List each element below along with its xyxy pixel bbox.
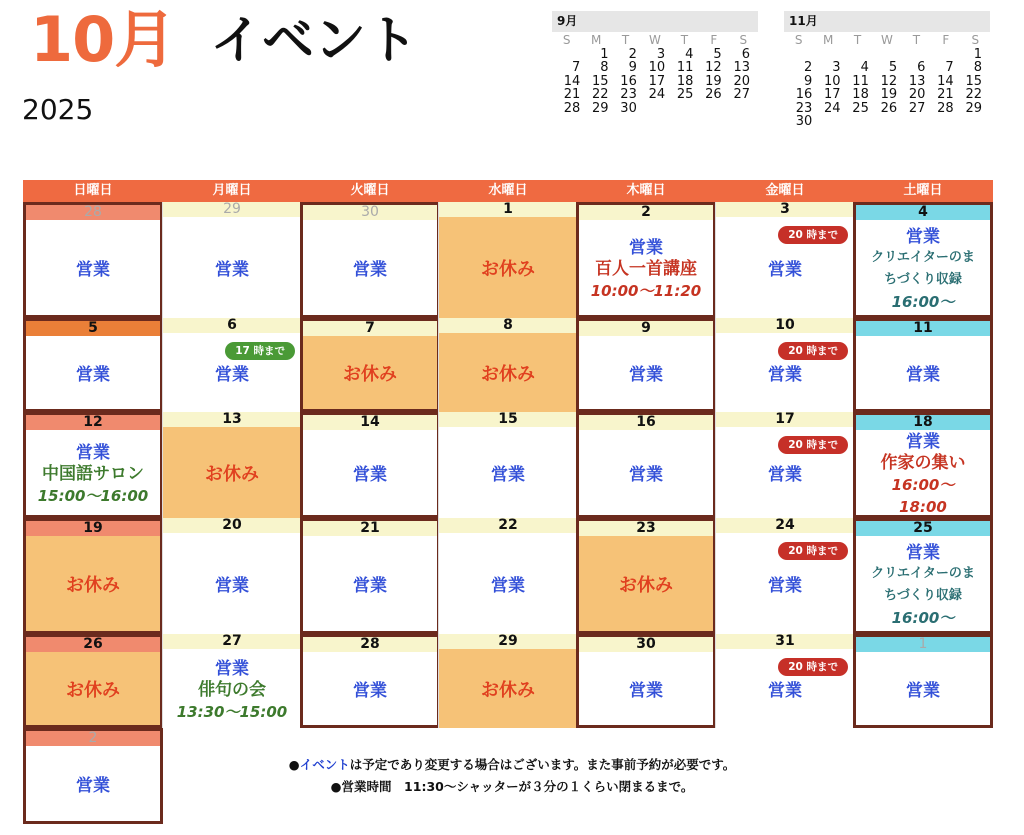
mini-calendar-day: 19 xyxy=(705,73,722,89)
day-content xyxy=(579,336,713,409)
mini-calendar-november xyxy=(784,11,990,129)
mini-calendar-day xyxy=(841,115,869,129)
mini-calendar-day: 12 xyxy=(705,60,722,75)
open-label: 営業 xyxy=(215,576,249,596)
day-cell[interactable] xyxy=(853,518,993,634)
day-number: 24 xyxy=(716,518,854,533)
mini-calendar-day: 26 xyxy=(705,87,722,102)
day-cell[interactable] xyxy=(300,318,440,412)
day-cell[interactable] xyxy=(715,634,855,728)
weekday-letter: S xyxy=(794,33,803,47)
mini-calendar-day: 16 xyxy=(795,87,813,102)
day-cell[interactable] xyxy=(576,202,716,318)
day-cell[interactable] xyxy=(438,202,578,318)
day-content xyxy=(579,430,713,515)
day-cell[interactable] xyxy=(853,634,993,728)
day-content xyxy=(439,427,577,518)
mini-calendar-day: 16 xyxy=(620,73,637,89)
day-number: 9 xyxy=(579,321,713,336)
weekday-header: 金曜日 xyxy=(715,180,855,202)
mini-calendar-day xyxy=(693,102,721,116)
day-number: 11 xyxy=(856,321,990,336)
day-content xyxy=(26,652,160,725)
day-number: 31 xyxy=(716,634,854,649)
day-content xyxy=(856,336,990,409)
day-number: 7 xyxy=(303,321,437,336)
event-text: 中国語サロン xyxy=(42,464,144,484)
note-events xyxy=(0,755,1024,773)
hours-badge: 20 時まで xyxy=(778,542,848,560)
mini-calendar-day xyxy=(869,115,897,129)
event-text: 16:00〜 xyxy=(891,476,955,494)
mini-calendar-day: 25 xyxy=(676,87,694,102)
mini-calendar-day: 4 xyxy=(860,60,869,75)
day-content xyxy=(26,220,160,315)
day-number: 2 xyxy=(579,205,713,220)
event-text: 18:00 xyxy=(899,498,947,516)
mini-calendar-day: 27 xyxy=(733,87,750,102)
day-number: 27 xyxy=(163,634,301,649)
mini-calendar-day: 3 xyxy=(832,60,841,75)
closed-label: お休み xyxy=(481,679,535,701)
mini-calendar-day: 15 xyxy=(965,73,982,89)
day-number: 6 xyxy=(163,318,301,333)
day-cell[interactable] xyxy=(715,518,855,634)
day-number: 28 xyxy=(26,205,160,220)
weekday-letter: W xyxy=(881,33,893,47)
mini-calendar-day xyxy=(954,115,982,129)
open-label: 営業 xyxy=(76,776,110,796)
day-cell[interactable] xyxy=(300,518,440,634)
mini-calendar-week xyxy=(552,61,758,75)
open-label: 営業 xyxy=(906,365,940,385)
day-cell[interactable] xyxy=(715,412,855,518)
hours-badge: 20 時まで xyxy=(778,226,848,244)
open-label: 営業 xyxy=(491,465,525,485)
day-content xyxy=(163,533,301,634)
mini-calendar-day: 9 xyxy=(804,73,813,89)
mini-calendar-week xyxy=(552,102,758,116)
mini-calendar-day: 24 xyxy=(648,87,666,102)
mini-calendar-day: 17 xyxy=(824,87,841,102)
day-number: 3 xyxy=(716,202,854,217)
open-label: 営業 xyxy=(215,659,249,679)
mini-calendar-day: 1 xyxy=(600,46,609,62)
open-label: 営業 xyxy=(76,260,110,280)
mini-calendar-day: 2 xyxy=(628,46,637,62)
event-text: 作家の集い xyxy=(880,453,966,473)
day-cell[interactable] xyxy=(853,412,993,518)
day-cell[interactable] xyxy=(300,412,440,518)
mini-calendar-weekdays xyxy=(784,32,990,48)
day-cell[interactable] xyxy=(853,318,993,412)
mini-calendar-day: 23 xyxy=(620,87,637,102)
day-content xyxy=(303,336,437,409)
mini-calendar-day: 29 xyxy=(965,100,982,116)
day-number: 17 xyxy=(716,412,854,427)
mini-calendar-day xyxy=(784,48,812,62)
open-label: 営業 xyxy=(629,465,663,485)
weekday-letter: S xyxy=(971,33,980,47)
open-label: 営業 xyxy=(906,227,940,247)
day-number: 20 xyxy=(163,518,301,533)
closed-label: お休み xyxy=(343,363,397,385)
day-number: 12 xyxy=(26,415,160,430)
hours-badge: 20 時まで xyxy=(778,658,848,676)
day-cell[interactable] xyxy=(438,634,578,728)
event-text: クリエイターのま xyxy=(871,250,975,265)
mini-calendar-day xyxy=(897,48,925,62)
mini-calendar-day: 7 xyxy=(945,60,954,75)
mini-calendar-day: 14 xyxy=(937,73,954,89)
weekday-letter: T xyxy=(621,33,630,47)
mini-calendar-day: 21 xyxy=(937,87,954,102)
mini-calendar-week xyxy=(784,102,990,116)
weekday-letter: M xyxy=(822,33,834,47)
mini-calendar-day: 10 xyxy=(648,60,666,75)
mini-calendar-week xyxy=(552,88,758,102)
month-calendar xyxy=(23,178,993,824)
day-content xyxy=(26,336,160,409)
mini-calendar-day xyxy=(722,102,750,116)
closed-label: お休み xyxy=(66,574,120,596)
open-label: 営業 xyxy=(768,365,802,385)
open-label: 営業 xyxy=(215,260,249,280)
mini-calendar-week xyxy=(552,48,758,62)
day-number: 4 xyxy=(856,205,990,220)
mini-calendar-day: 13 xyxy=(733,60,750,75)
closed-label: お休み xyxy=(205,463,259,485)
open-label: 営業 xyxy=(353,681,387,701)
weekday-header: 土曜日 xyxy=(853,180,993,202)
day-number: 1 xyxy=(439,202,577,217)
day-cell[interactable] xyxy=(438,318,578,412)
day-number: 10 xyxy=(716,318,854,333)
weekday-letter: S xyxy=(739,33,748,47)
open-label: 営業 xyxy=(629,365,663,385)
open-label: 営業 xyxy=(629,238,663,258)
mini-calendar-day: 12 xyxy=(880,73,898,89)
mini-calendar-september xyxy=(552,11,758,115)
day-content xyxy=(303,536,437,631)
mini-calendar-day: 2 xyxy=(804,60,813,75)
open-label: 営業 xyxy=(215,365,249,385)
day-content xyxy=(856,536,990,631)
mini-calendar-day xyxy=(841,48,869,62)
mini-calendar-day: 5 xyxy=(713,46,722,62)
day-cell[interactable] xyxy=(23,202,163,318)
day-cell[interactable] xyxy=(300,634,440,728)
mini-calendar-day: 26 xyxy=(880,100,898,116)
day-cell[interactable] xyxy=(162,202,302,318)
event-text: 15:00〜16:00 xyxy=(37,487,149,505)
open-label: 営業 xyxy=(629,681,663,701)
mini-calendar-day: 7 xyxy=(572,60,581,75)
day-content xyxy=(579,652,713,725)
day-number: 1 xyxy=(856,637,990,652)
mini-calendar-day: 6 xyxy=(741,46,750,62)
open-label: 営業 xyxy=(906,543,940,563)
open-label: 営業 xyxy=(491,576,525,596)
day-number: 19 xyxy=(26,521,160,536)
day-number: 25 xyxy=(856,521,990,536)
day-content xyxy=(439,649,577,728)
weekday-letter: T xyxy=(853,33,862,47)
mini-calendar-weekdays xyxy=(552,32,758,48)
mini-calendar-day xyxy=(637,102,665,116)
day-cell[interactable] xyxy=(715,202,855,318)
weekday-header: 日曜日 xyxy=(23,180,163,202)
hours-badge: 20 時まで xyxy=(778,436,848,454)
open-label: 営業 xyxy=(768,576,802,596)
weekday-letter: F xyxy=(710,33,718,47)
mini-calendar-day: 13 xyxy=(908,73,926,89)
note-hours xyxy=(0,777,1024,795)
mini-calendar-day: 10 xyxy=(824,73,841,89)
mini-calendar-day: 18 xyxy=(852,87,869,102)
day-cell[interactable] xyxy=(23,412,163,518)
mini-calendar-day: 5 xyxy=(888,60,898,75)
mini-calendar-week xyxy=(784,115,990,129)
event-text: 16:00〜 xyxy=(891,609,955,627)
bullet: ● xyxy=(288,757,300,772)
open-label: 営業 xyxy=(906,681,940,701)
day-number: 22 xyxy=(439,518,577,533)
day-content xyxy=(856,652,990,725)
mini-calendar-day xyxy=(812,115,840,129)
mini-calendar-week xyxy=(784,61,990,75)
mini-calendar-day xyxy=(665,102,693,116)
mini-calendar-day: 29 xyxy=(592,100,609,116)
event-text: ちづくり収録 xyxy=(884,272,962,287)
day-content xyxy=(303,220,437,315)
day-cell[interactable] xyxy=(576,634,716,728)
day-number: 13 xyxy=(163,412,301,427)
open-label: 営業 xyxy=(76,443,110,463)
open-label: 営業 xyxy=(768,260,802,280)
mini-calendar-day: 27 xyxy=(908,100,926,116)
day-number: 26 xyxy=(26,637,160,652)
day-number: 29 xyxy=(439,634,577,649)
day-content xyxy=(163,427,301,518)
mini-calendar-day: 17 xyxy=(648,73,666,89)
day-cell[interactable] xyxy=(23,634,163,728)
mini-calendar-day: 21 xyxy=(563,87,581,102)
day-number: 30 xyxy=(579,637,713,652)
mini-calendar-day xyxy=(812,48,840,62)
day-content xyxy=(439,217,577,318)
day-content xyxy=(439,333,577,412)
mini-calendar-week xyxy=(784,75,990,89)
mini-calendar-day: 30 xyxy=(795,114,813,129)
day-number: 23 xyxy=(579,521,713,536)
day-number: 18 xyxy=(856,415,990,430)
day-content xyxy=(303,430,437,515)
weekday-header: 水曜日 xyxy=(438,180,578,202)
closed-label: お休み xyxy=(481,363,535,385)
day-number: 16 xyxy=(579,415,713,430)
open-label: 営業 xyxy=(353,576,387,596)
event-text: 百人一首講座 xyxy=(595,259,697,279)
mini-calendar-title: 11月 xyxy=(784,11,990,32)
mini-calendar-week xyxy=(784,88,990,102)
day-content xyxy=(303,652,437,725)
mini-calendar-day: 8 xyxy=(973,60,982,75)
open-label: 営業 xyxy=(353,465,387,485)
mini-calendar-day: 6 xyxy=(917,60,926,75)
open-label: 営業 xyxy=(353,260,387,280)
mini-calendar-day: 9 xyxy=(628,60,637,75)
mini-calendar-week xyxy=(784,48,990,62)
event-link[interactable]: イベント xyxy=(299,757,350,772)
hours-badge: 17 時まで xyxy=(225,342,295,360)
closed-label: お休み xyxy=(66,679,120,701)
day-number: 15 xyxy=(439,412,577,427)
day-cell[interactable] xyxy=(23,318,163,412)
mini-calendar-day: 18 xyxy=(676,73,694,89)
day-content xyxy=(856,220,990,315)
mini-calendar-day: 23 xyxy=(795,100,813,116)
event-text: ちづくり収録 xyxy=(884,588,962,603)
day-cell[interactable] xyxy=(438,412,578,518)
mini-calendar-day xyxy=(925,115,953,129)
hours-badge: 20 時まで xyxy=(778,342,848,360)
mini-calendar-day: 22 xyxy=(592,87,609,102)
open-label: 営業 xyxy=(76,365,110,385)
mini-calendar-day: 1 xyxy=(973,46,982,62)
mini-calendar-day: 24 xyxy=(824,100,841,116)
day-cell[interactable] xyxy=(23,728,163,824)
closed-label: お休み xyxy=(481,258,535,280)
day-number: 14 xyxy=(303,415,437,430)
mini-calendar-day: 20 xyxy=(733,73,750,89)
day-content xyxy=(856,430,990,515)
day-number: 2 xyxy=(26,731,160,746)
day-content xyxy=(579,536,713,631)
event-text: 16:00〜 xyxy=(891,293,955,311)
open-label: 営業 xyxy=(768,465,802,485)
open-label: 営業 xyxy=(768,681,802,701)
weekday-header: 月曜日 xyxy=(162,180,302,202)
day-cell[interactable] xyxy=(162,318,302,412)
day-content xyxy=(26,536,160,631)
mini-calendar-day: 20 xyxy=(908,87,926,102)
day-content xyxy=(163,217,301,318)
day-cell[interactable] xyxy=(576,518,716,634)
day-number: 5 xyxy=(26,321,160,336)
title-event: イベント xyxy=(210,11,419,71)
weekday-letter: T xyxy=(912,33,921,47)
mini-calendar-day: 25 xyxy=(852,100,869,116)
weekday-header: 木曜日 xyxy=(576,180,716,202)
day-cell[interactable] xyxy=(162,634,302,728)
note-text: は予定であり変更する場合はございます。また事前予約が必要です。 xyxy=(349,757,736,772)
weekday-header: 火曜日 xyxy=(300,180,440,202)
day-cell[interactable] xyxy=(300,202,440,318)
event-text: 俳句の会 xyxy=(198,680,266,700)
weekday-letter: F xyxy=(942,33,950,47)
note-hours-text: ●営業時間 11:30〜シャッターが３分の１くらい閉まるまで。 xyxy=(330,779,694,794)
weekday-letter: S xyxy=(562,33,571,47)
mini-calendar-day: 3 xyxy=(656,46,666,62)
mini-calendar-day: 19 xyxy=(880,87,898,102)
day-content xyxy=(579,220,713,315)
event-text: 10:00〜11:20 xyxy=(590,282,702,300)
day-content xyxy=(439,533,577,634)
day-cell[interactable] xyxy=(162,518,302,634)
day-cell[interactable] xyxy=(576,318,716,412)
weekday-letter: T xyxy=(680,33,689,47)
day-content xyxy=(163,649,301,728)
mini-calendar-day xyxy=(925,48,953,62)
day-number: 30 xyxy=(303,205,437,220)
event-text: クリエイターのま xyxy=(871,566,975,581)
day-number: 8 xyxy=(439,318,577,333)
mini-calendar-day: 22 xyxy=(965,87,982,102)
mini-calendar-day: 28 xyxy=(937,100,954,116)
mini-calendar-day xyxy=(552,48,580,62)
day-cell[interactable] xyxy=(438,518,578,634)
day-number: 29 xyxy=(163,202,301,217)
day-cell[interactable] xyxy=(576,412,716,518)
mini-calendar-day: 8 xyxy=(600,60,609,75)
mini-calendar-day: 30 xyxy=(620,100,637,116)
mini-calendar-day: 4 xyxy=(685,46,694,62)
mini-calendar-day: 15 xyxy=(592,73,609,89)
mini-calendar-day xyxy=(869,48,897,62)
day-content xyxy=(26,430,160,515)
day-cell[interactable] xyxy=(23,518,163,634)
mini-calendar-week xyxy=(552,75,758,89)
day-number: 21 xyxy=(303,521,437,536)
closed-label: お休み xyxy=(619,574,673,596)
weekday-letter: W xyxy=(649,33,661,47)
day-cell[interactable] xyxy=(853,202,993,318)
mini-calendar-day: 11 xyxy=(676,60,694,75)
mini-calendar-day: 28 xyxy=(563,100,581,116)
mini-calendar-day xyxy=(897,115,925,129)
mini-calendar-day: 14 xyxy=(563,73,581,89)
title-year: 2025 xyxy=(22,93,94,126)
event-text: 13:30〜15:00 xyxy=(176,703,288,721)
open-label: 営業 xyxy=(906,432,940,452)
mini-calendar-day: 11 xyxy=(852,73,869,89)
title-month: 10月 xyxy=(30,3,176,76)
day-cell[interactable] xyxy=(162,412,302,518)
mini-calendar-title: 9月 xyxy=(552,11,758,32)
day-cell[interactable] xyxy=(715,318,855,412)
weekday-letter: M xyxy=(590,33,602,47)
day-number: 28 xyxy=(303,637,437,652)
